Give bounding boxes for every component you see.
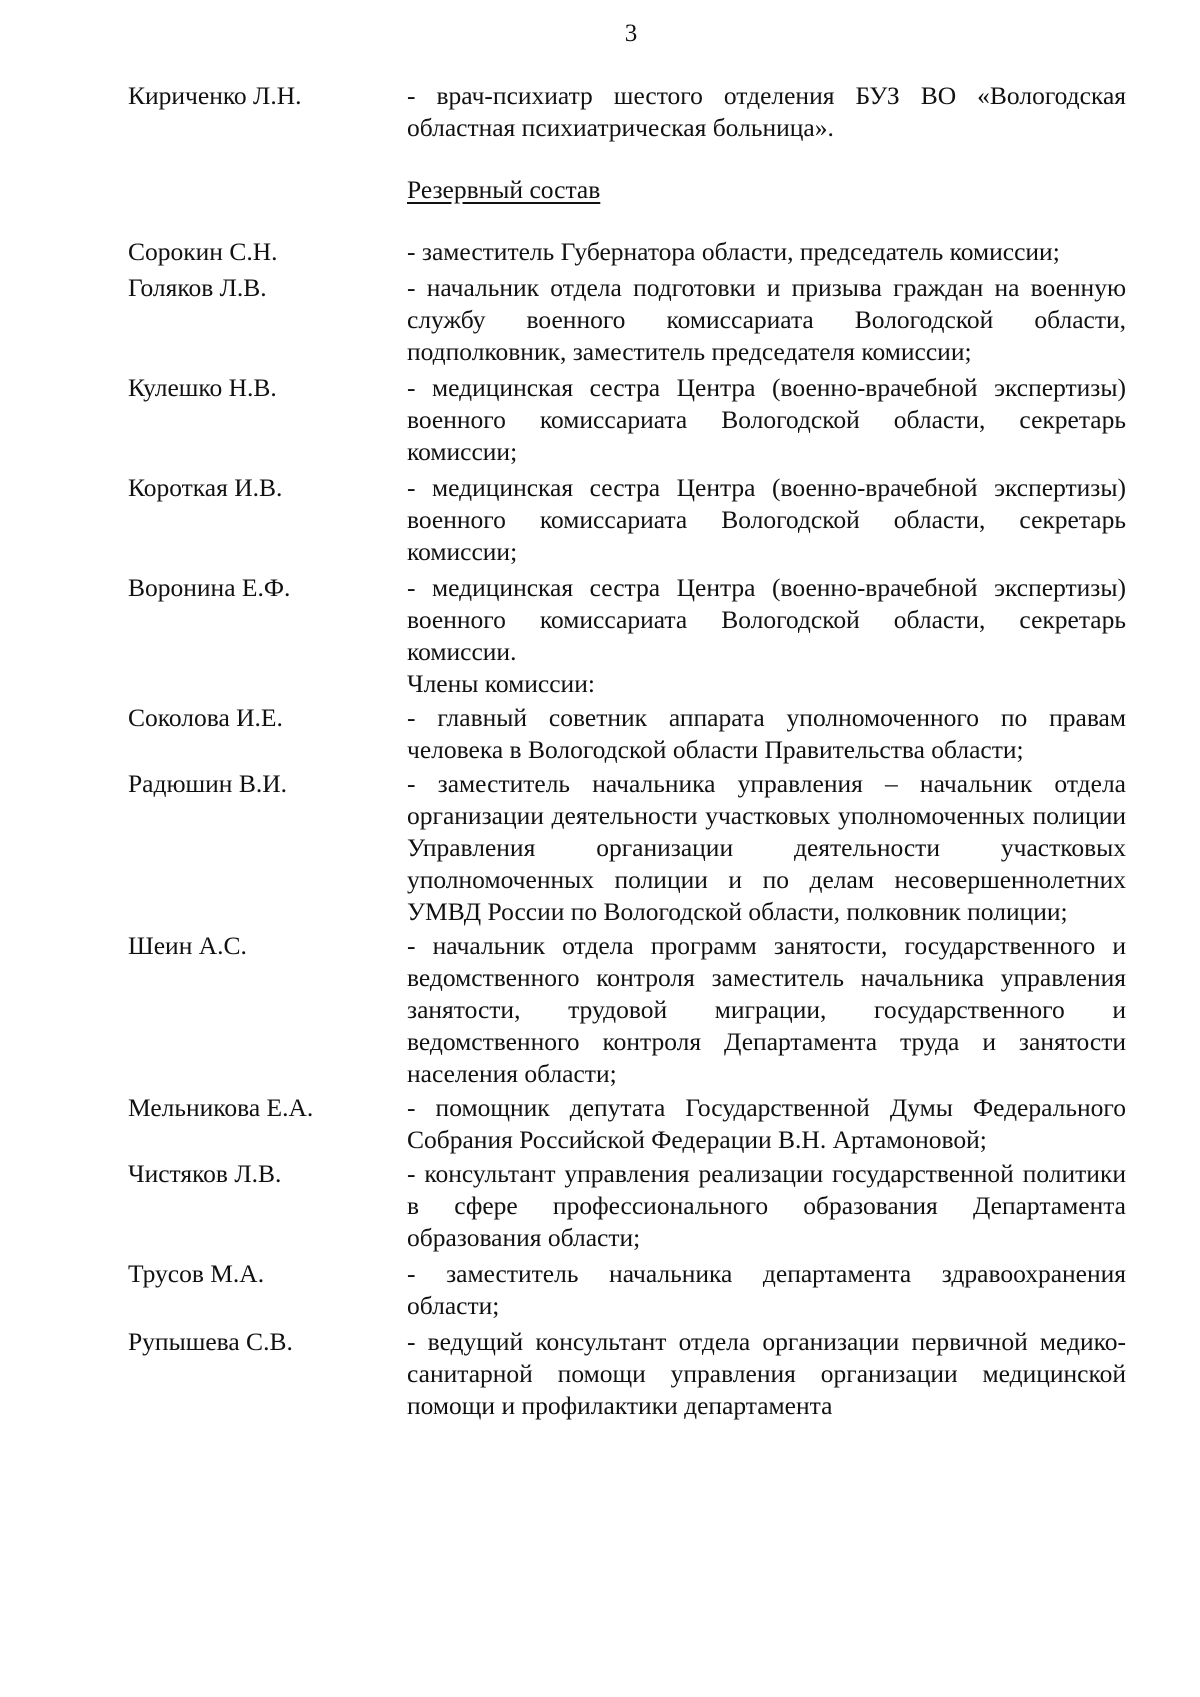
member-description: - заместитель начальника управления – начальник отдела организации деятельности участковых уполномоченных полиции Управления организации деятельности участковых уполномоченных полиции и по делам несовершеннолетних УМВД России по Вологодской области, полковник полиции; [407,769,1126,926]
list-entry [128,80,1126,144]
list-entry [128,572,1126,668]
member-name: Воронина Е.Ф. [128,573,291,602]
member-description: - врач-психиатр шестого отделения БУЗ ВО «Вологодская областная психиатрическая больница». [407,81,1126,142]
members-section-header: Члены комиссии: [407,669,595,698]
member-name: Рупышева С.В. [128,1327,293,1356]
member-description: - медицинская сестра Центра (военно-врачебной экспертизы) военного комиссариата Вологодской области, секретарь комиссии; [407,473,1126,566]
member-name: Кириченко Л.Н. [128,81,302,110]
member-description: - главный советник аппарата уполномоченного по правам человека в Вологодской области Правительства области; [407,703,1126,764]
member-name: Шеин А.С. [128,931,247,960]
list-entry [128,1258,1126,1322]
reserve-section-header: Резервный состав [407,175,601,204]
member-description: - помощник депутата Государственной Думы Федерального Собрания Российской Федерации В.Н. Артамоновой; [407,1093,1126,1154]
list-entry [128,1092,1126,1156]
list-entry [128,768,1126,928]
member-name: Чистяков Л.В. [128,1159,282,1188]
member-description: - начальник отдела программ занятости, государственного и ведомственного контроля заместитель начальника управления занятости, трудовой миграции, государственного и ведомственного контроля Департамента труда и занятости населения области; [407,931,1126,1088]
commission-list [128,80,1126,1422]
member-description: - ведущий консультант отдела организации первичной медико-санитарной помощи управления организации медицинской помощи и профилактики департамента [407,1327,1126,1420]
list-entry [128,372,1126,468]
member-description: - медицинская сестра Центра (военно-врачебной экспертизы) военного комиссариата Вологодской области, секретарь комиссии; [407,373,1126,466]
member-description: - начальник отдела подготовки и призыва граждан на военную службу военного комиссариата Вологодской области, подполковник, заместитель председателя комиссии; [407,273,1126,366]
member-name: Соколова И.Е. [128,703,283,732]
member-name: Трусов М.А. [128,1259,265,1288]
member-name: Короткая И.В. [128,473,283,502]
list-entry [128,472,1126,568]
member-name: Радюшин В.И. [128,769,288,798]
list-entry [128,1326,1126,1422]
member-description: - заместитель начальника департамента здравоохранения области; [407,1259,1126,1320]
member-description: - заместитель Губернатора области, председатель комиссии; [407,237,1060,266]
member-name: Голяков Л.В. [128,273,267,302]
member-name: Мельникова Е.А. [128,1093,314,1122]
list-entry [128,930,1126,1090]
member-name: Сорокин С.Н. [128,237,278,266]
list-entry [128,272,1126,368]
list-entry [128,1158,1126,1254]
member-description: - медицинская сестра Центра (военно-врачебной экспертизы) военного комиссариата Вологодской области, секретарь комиссии. [407,573,1126,666]
member-name: Кулешко Н.В. [128,373,277,402]
page-number: 3 [624,20,638,47]
list-entry [128,236,1126,268]
member-description: - консультант управления реализации государственной политики в сфере профессионального образования Департамента образования области; [407,1159,1126,1252]
list-entry [128,702,1126,766]
